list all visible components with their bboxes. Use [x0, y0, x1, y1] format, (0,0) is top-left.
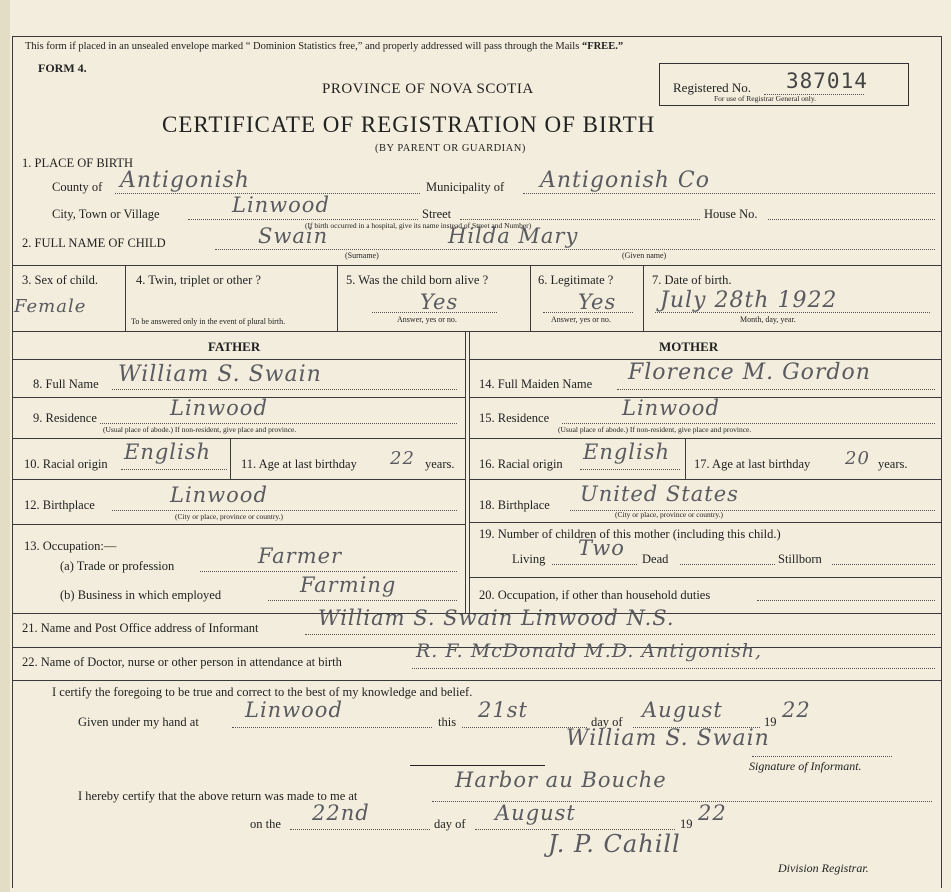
- rule-after-22: [12, 680, 942, 681]
- cert-year-value: 22: [782, 698, 811, 722]
- sex-label: 3. Sex of child.: [22, 273, 99, 287]
- father-racial-value: English: [124, 440, 212, 464]
- legit-value: Yes: [578, 290, 617, 314]
- trade-label: (a) Trade or profession: [60, 559, 175, 573]
- year-prefix: 19: [764, 715, 777, 729]
- mother-heading: MOTHER: [659, 339, 719, 354]
- row3-div-1: [125, 265, 126, 331]
- hospital-note: (If birth occurred in a hospital, give its name instead of Street and Number): [305, 221, 532, 230]
- rule-row3-bottom: [12, 331, 942, 332]
- father-residence-label: 9. Residence: [33, 411, 97, 425]
- business-label: (b) Business in which employed: [60, 588, 222, 602]
- doctor-label: 22. Name of Doctor, nurse or other person in attendance at birth: [22, 655, 342, 669]
- dob-label: 7. Date of birth.: [652, 273, 732, 287]
- form-number: FORM 4.: [38, 61, 87, 75]
- business-value: Farming: [300, 573, 397, 597]
- informant-signature-caption: Signature of Informant.: [749, 759, 862, 773]
- father-racial-label: 10. Racial origin: [24, 457, 108, 471]
- father-name-value: William S. Swain: [118, 362, 322, 387]
- informant-signature: William S. Swain: [566, 726, 770, 751]
- m-age-divider: [685, 438, 686, 479]
- alive-label: 5. Was the child born alive ?: [346, 273, 489, 287]
- mother-residence-value: Linwood: [622, 396, 720, 420]
- row3-div-4: [643, 265, 644, 331]
- father-mother-divider-2: [465, 331, 466, 613]
- frame-top: [12, 36, 942, 37]
- m-rule-4: [470, 479, 942, 480]
- sex-value: Female: [14, 296, 87, 317]
- reg-month-value: August: [495, 801, 576, 825]
- dob-note: Month, day, year.: [740, 315, 796, 324]
- legit-label: 6. Legitimate ?: [538, 273, 614, 287]
- given-place-value: Linwood: [245, 698, 343, 722]
- child-given-value: Hilda Mary: [448, 224, 579, 248]
- father-residence-line: [100, 423, 457, 424]
- m-rule-5: [470, 522, 942, 523]
- house-line: [768, 219, 935, 220]
- given-label: Given under my hand at: [78, 715, 199, 729]
- county-label: County of: [52, 180, 103, 194]
- street-label: Street: [422, 207, 452, 221]
- living-label: Living: [512, 552, 546, 566]
- city-line: [188, 219, 418, 220]
- mother-racial-value: English: [583, 440, 671, 464]
- municipality-line: [523, 193, 935, 194]
- registrar-note: For use of Registrar General only.: [714, 94, 816, 103]
- child-surname-value: Swain: [258, 224, 329, 248]
- legit-note: Answer, yes or no.: [551, 315, 611, 324]
- province-heading: PROVINCE OF NOVA SCOTIA: [322, 81, 534, 97]
- mother-age-label: 17. Age at last birthday: [694, 457, 811, 471]
- father-name-label: 8. Full Name: [33, 377, 99, 391]
- reg-day-value: 22nd: [312, 801, 370, 825]
- registered-number: 387014: [786, 69, 868, 93]
- informant-value: William S. Swain Linwood N.S.: [318, 606, 675, 630]
- informant-line: [305, 634, 935, 635]
- registrar-signature-caption: Division Registrar.: [778, 861, 869, 875]
- street-line: [460, 219, 700, 220]
- f-rule-5: [12, 524, 465, 525]
- registered-box: [659, 63, 909, 106]
- municipality-value: Antigonish Co: [540, 168, 710, 193]
- stillborn-label: Stillborn: [778, 552, 822, 566]
- city-label: City, Town or Village: [52, 207, 160, 221]
- father-occupation-label: 13. Occupation:—: [24, 539, 117, 553]
- house-label: House No.: [704, 207, 758, 221]
- registered-label: Registered No.: [673, 80, 751, 95]
- father-heading: FATHER: [208, 339, 261, 354]
- row3-div-2: [337, 265, 338, 331]
- mother-name-value: Florence M. Gordon: [628, 360, 871, 385]
- father-racial-line: [121, 469, 227, 470]
- trade-value: Farmer: [258, 544, 343, 568]
- frame-right: [941, 36, 942, 888]
- business-line: [268, 600, 457, 601]
- mother-birthplace-value: United States: [580, 482, 739, 506]
- doctor-line: [412, 668, 935, 669]
- mother-name-label: 14. Full Maiden Name: [479, 377, 593, 391]
- living-value: Two: [578, 536, 625, 560]
- mail-notice: This form if placed in an unsealed envelope marked “ Dominion Statistics free,” and properly addressed will pass through the Mails “FREE.”: [25, 41, 624, 52]
- father-birthplace-line: [112, 510, 457, 511]
- row3-div-3: [530, 265, 531, 331]
- father-age-years: years.: [425, 457, 455, 471]
- twin-label: 4. Twin, triplet or other ?: [136, 273, 261, 287]
- city-value: Linwood: [232, 193, 330, 217]
- father-birthplace-value: Linwood: [170, 483, 268, 507]
- f-rule-3: [12, 438, 465, 439]
- father-age-label: 11. Age at last birthday: [241, 457, 357, 471]
- registrar-statement: I hereby certify that the above return was made to me at: [78, 789, 358, 803]
- certificate-subtitle: (BY PARENT OR GUARDIAN): [375, 143, 526, 154]
- trade-line: [200, 571, 457, 572]
- this-label: this: [438, 715, 457, 729]
- mother-residence-label: 15. Residence: [479, 411, 550, 425]
- f-rule-1: [12, 359, 465, 360]
- rule-row3-top: [12, 265, 942, 266]
- mother-age-value: 20: [845, 448, 870, 469]
- day-of-label: day of: [591, 715, 623, 729]
- mother-birthplace-note: (City or place, province or country.): [615, 510, 724, 519]
- m-rule-3: [470, 438, 942, 439]
- left-binding-edge: [0, 0, 10, 892]
- mother-name-line: [617, 389, 935, 390]
- certification-statement: I certify the foregoing to be true and correct to the best of my knowledge and belief.: [52, 685, 473, 699]
- mother-age-years: years.: [878, 457, 908, 471]
- father-residence-value: Linwood: [170, 396, 268, 420]
- municipality-label: Municipality of: [426, 180, 505, 194]
- registrar-place-value: Harbor au Bouche: [455, 768, 667, 792]
- stillborn-line: [832, 564, 935, 565]
- dead-label: Dead: [642, 552, 669, 566]
- separator-rule: [410, 765, 545, 766]
- doctor-value: R. F. McDonald M.D. Antigonish,: [416, 640, 763, 662]
- mother-birthplace-label: 18. Birthplace: [479, 498, 550, 512]
- m-rule-6: [470, 577, 942, 578]
- reg-day-of-label: day of: [434, 817, 466, 831]
- children-label: 19. Number of children of this mother (including this child.): [479, 527, 781, 541]
- county-value: Antigonish: [120, 168, 250, 193]
- dob-value: July 28th 1922: [660, 288, 838, 313]
- twin-note: To be answered only in the event of plural birth.: [131, 317, 286, 326]
- informant-label: 21. Name and Post Office address of Informant: [22, 621, 259, 635]
- father-age-value: 22: [390, 448, 415, 469]
- place-of-birth-label: 1. PLACE OF BIRTH: [22, 156, 134, 170]
- registrar-signature: J. P. Cahill: [548, 830, 681, 858]
- child-name-label: 2. FULL NAME OF CHILD: [22, 236, 166, 250]
- mother-residence-note: (Usual place of abode.) If non-resident, give place and province.: [558, 425, 752, 434]
- certificate-title: CERTIFICATE OF REGISTRATION OF BIRTH: [162, 112, 656, 137]
- alive-note: Answer, yes or no.: [397, 315, 457, 324]
- father-mother-divider: [469, 331, 470, 613]
- reg-year-prefix: 19: [680, 817, 693, 831]
- cert-month-value: August: [642, 698, 723, 722]
- living-line: [552, 564, 637, 565]
- informant-signature-line: [752, 756, 892, 757]
- mother-occupation-label: 20. Occupation, if other than household duties: [479, 588, 711, 602]
- on-the-label: on the: [250, 817, 281, 831]
- child-name-line: [215, 249, 935, 250]
- father-birthplace-note: (City or place, province or country.): [175, 512, 284, 521]
- reg-day-line: [290, 829, 430, 830]
- father-residence-note: (Usual place of abode.) If non-resident, give place and province.: [103, 425, 297, 434]
- surname-caption: (Surname): [345, 251, 379, 260]
- f-age-divider: [230, 438, 231, 479]
- cert-day-value: 21st: [478, 698, 528, 722]
- mother-racial-label: 16. Racial origin: [479, 457, 563, 471]
- mother-residence-line: [562, 423, 935, 424]
- reg-year-value: 22: [698, 801, 727, 825]
- mother-racial-line: [580, 469, 680, 470]
- frame-left: [12, 36, 13, 888]
- alive-value: Yes: [420, 290, 459, 314]
- given-place-line: [232, 727, 432, 728]
- father-birthplace-label: 12. Birthplace: [24, 498, 95, 512]
- f-rule-4: [12, 479, 465, 480]
- father-name-line: [112, 389, 457, 390]
- dead-line: [680, 564, 775, 565]
- mother-occupation-line: [757, 600, 935, 601]
- given-caption: (Given name): [622, 251, 667, 260]
